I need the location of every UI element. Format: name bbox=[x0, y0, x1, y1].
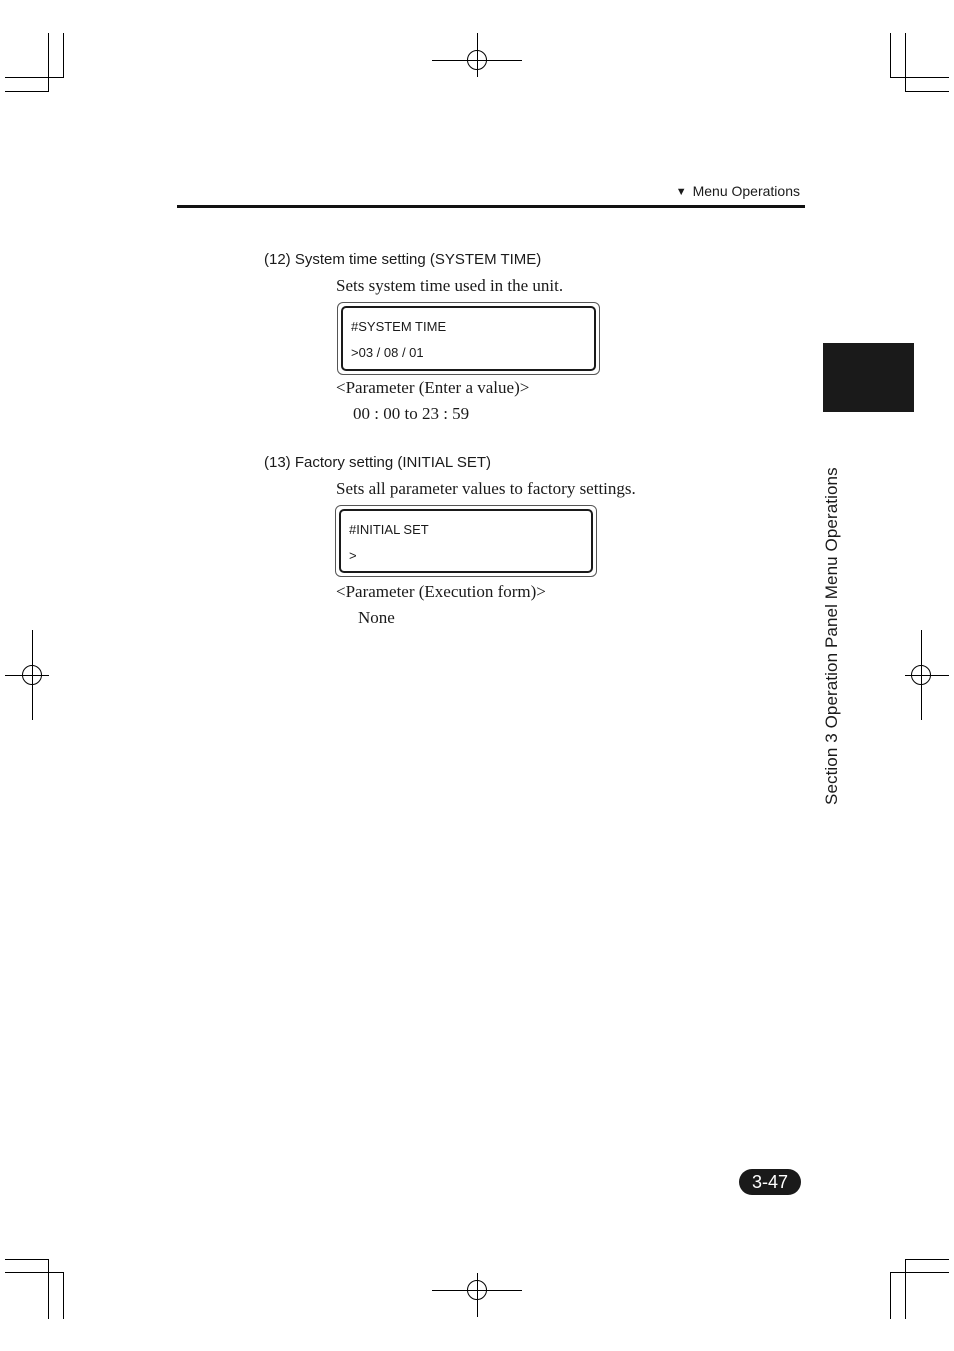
lcd-display-initial-set bbox=[335, 505, 597, 577]
running-header-title: Menu Operations bbox=[692, 183, 800, 199]
registration-target-icon bbox=[911, 665, 931, 685]
parameter-value: None bbox=[358, 608, 395, 627]
parameter-label: <Parameter (Enter a value)> bbox=[336, 378, 530, 397]
lcd-line-2: > bbox=[349, 548, 357, 563]
registration-target-icon bbox=[22, 665, 42, 685]
lcd-line-1: #INITIAL SET bbox=[349, 522, 429, 537]
lcd-line-1: #SYSTEM TIME bbox=[351, 319, 447, 334]
registration-target-icon bbox=[467, 1280, 487, 1300]
section-tab-label: Section 3 Operation Panel Menu Operations bbox=[822, 467, 841, 805]
parameter-value: 00 : 00 to 23 : 59 bbox=[353, 404, 470, 423]
header-rule bbox=[177, 205, 805, 208]
section-heading: (13) Factory setting (INITIAL SET) bbox=[264, 454, 491, 471]
triangle-down-icon: ▼ bbox=[675, 186, 687, 198]
section-description: Sets system time used in the unit. bbox=[336, 276, 564, 295]
section-heading: (12) System time setting (SYSTEM TIME) bbox=[264, 251, 542, 268]
page-number: 3-47 bbox=[739, 1169, 801, 1195]
section-description: Sets all parameter values to factory settings. bbox=[336, 479, 636, 498]
registration-target-icon bbox=[467, 50, 487, 70]
running-header bbox=[676, 183, 800, 199]
parameter-label: <Parameter (Execution form)> bbox=[336, 582, 546, 601]
lcd-display-system-time bbox=[337, 302, 600, 375]
section-tab-block bbox=[823, 343, 914, 412]
lcd-line-2: >03 / 08 / 01 bbox=[351, 345, 424, 360]
